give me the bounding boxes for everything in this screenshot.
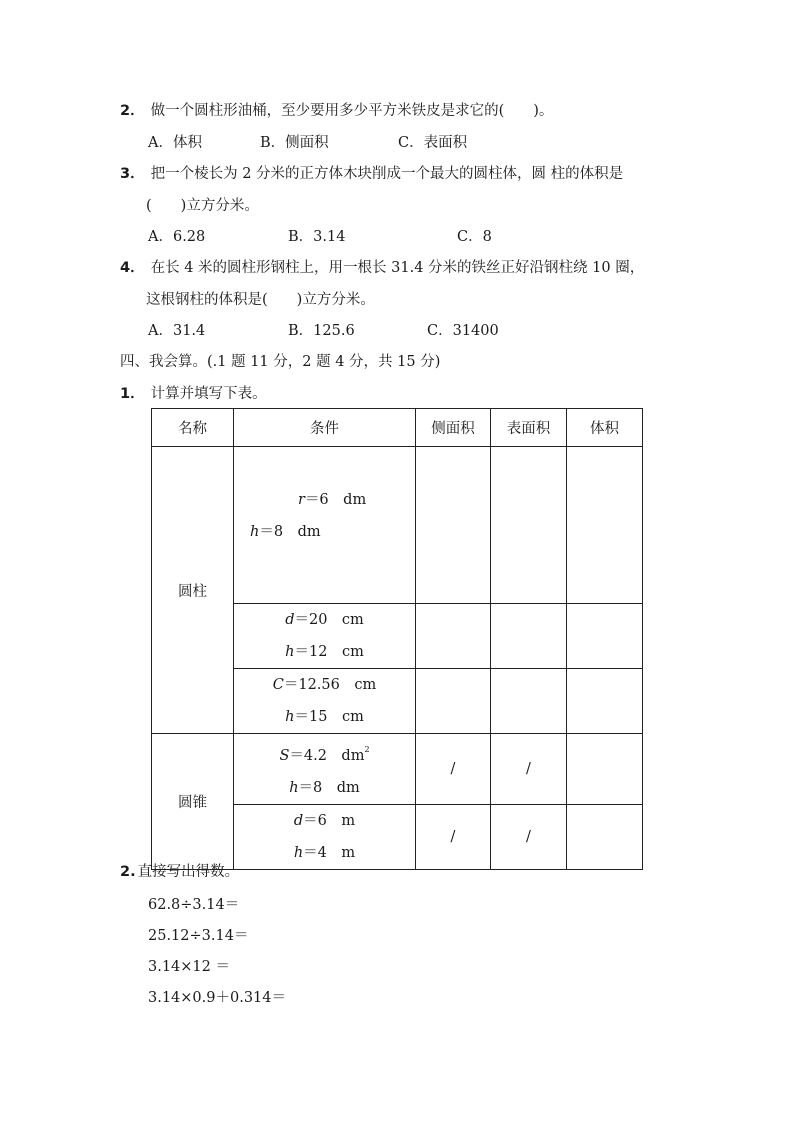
cylinder-label: 圆柱 [152,447,234,734]
option-c: C．表面积 [398,135,468,151]
header-lateral-area: 侧面积 [416,409,491,447]
question-number: 3． [120,166,145,182]
option-c: C．8 [457,229,492,245]
calc-2-heading [120,862,239,882]
condition-r: r＝6 dm [298,492,367,508]
not-applicable-cell: / [491,805,567,870]
option-b: B．侧面积 [260,135,329,151]
calc-table [151,408,643,870]
answer-cell[interactable] [567,669,643,734]
condition-cell [234,669,416,734]
condition-h: h＝8 dm [289,780,360,796]
calc-item: 62.8÷3.14＝ [148,897,240,913]
question-3 [120,164,623,184]
question-3-continued: ( )立方分米。 [146,198,259,214]
question-text: 做一个圆柱形油桶，至少要用多少平方米铁皮是求它的( )。 [150,103,554,119]
condition-h: h＝12 cm [285,644,364,660]
answer-cell[interactable] [567,604,643,669]
condition-cell [234,604,416,669]
not-applicable-cell: / [416,734,491,805]
cone-label: 圆锥 [152,734,234,870]
calc-item: 25.12÷3.14＝ [148,928,249,944]
header-condition: 条件 [234,409,416,447]
question-text: 直接写出得数。 [137,864,240,880]
squared-superscript: 2 [364,745,370,754]
question-4-continued: 这根钢柱的体积是( )立方分米。 [146,292,375,308]
header-name: 名称 [152,409,234,447]
option-b: B．3.14 [288,229,346,245]
option-a: A．6.28 [148,229,206,245]
condition-h: h＝15 cm [285,709,364,725]
calc-1-heading [120,384,267,404]
condition-cell [234,734,416,805]
answer-cell[interactable] [416,604,491,669]
answer-cell[interactable] [416,447,491,604]
answer-cell[interactable] [491,669,567,734]
question-number: 2. [120,864,136,880]
option-a: A．31.4 [148,323,206,339]
header-surface-area: 表面积 [491,409,567,447]
answer-cell[interactable] [567,447,643,604]
section-title: 四、我会算。(.1 题 11 分，2 题 4 分，共 15 分) [120,354,441,370]
answer-cell[interactable] [567,734,643,805]
condition-cell [234,447,416,604]
table-header-row [152,409,643,447]
condition-d: d＝6 m [293,813,356,829]
condition-h: h＝4 m [293,845,356,861]
question-number: 4． [120,260,145,276]
condition-c: C＝12.56 cm [272,677,377,693]
question-number: 1． [120,386,145,402]
question-text: 在长 4 米的圆柱形钢柱上，用一根长 31.4 分米的铁丝正好沿钢柱绕 10 圈， [150,260,645,276]
answer-cell[interactable] [491,447,567,604]
option-c: C．31400 [427,323,499,339]
condition-h: h＝8 dm [250,524,321,540]
answer-cell[interactable] [491,604,567,669]
condition-d: d＝20 cm [285,612,364,628]
option-b: B．125.6 [288,323,355,339]
question-4 [120,258,644,278]
question-number: 2． [120,103,145,119]
condition-cell [234,805,416,870]
not-applicable-cell: / [491,734,567,805]
calc-item: 3.14×0.9＋0.314＝ [148,990,287,1006]
header-volume: 体积 [567,409,643,447]
condition-s-text: S＝4.2 dm [279,748,365,764]
question-2 [120,101,553,121]
answer-cell[interactable] [416,669,491,734]
option-a: A．体积 [148,135,202,151]
calc-item: 3.14×12 ＝ [148,959,230,975]
condition-s [234,734,415,772]
question-text: 计算并填写下表。 [150,386,267,402]
not-applicable-cell: / [416,805,491,870]
question-text: 把一个棱长为 2 分米的正方体木块削成一个最大的圆柱体，圆 柱的体积是 [150,166,624,182]
table-row [152,734,643,805]
answer-cell[interactable] [567,805,643,870]
table-row [152,447,643,604]
